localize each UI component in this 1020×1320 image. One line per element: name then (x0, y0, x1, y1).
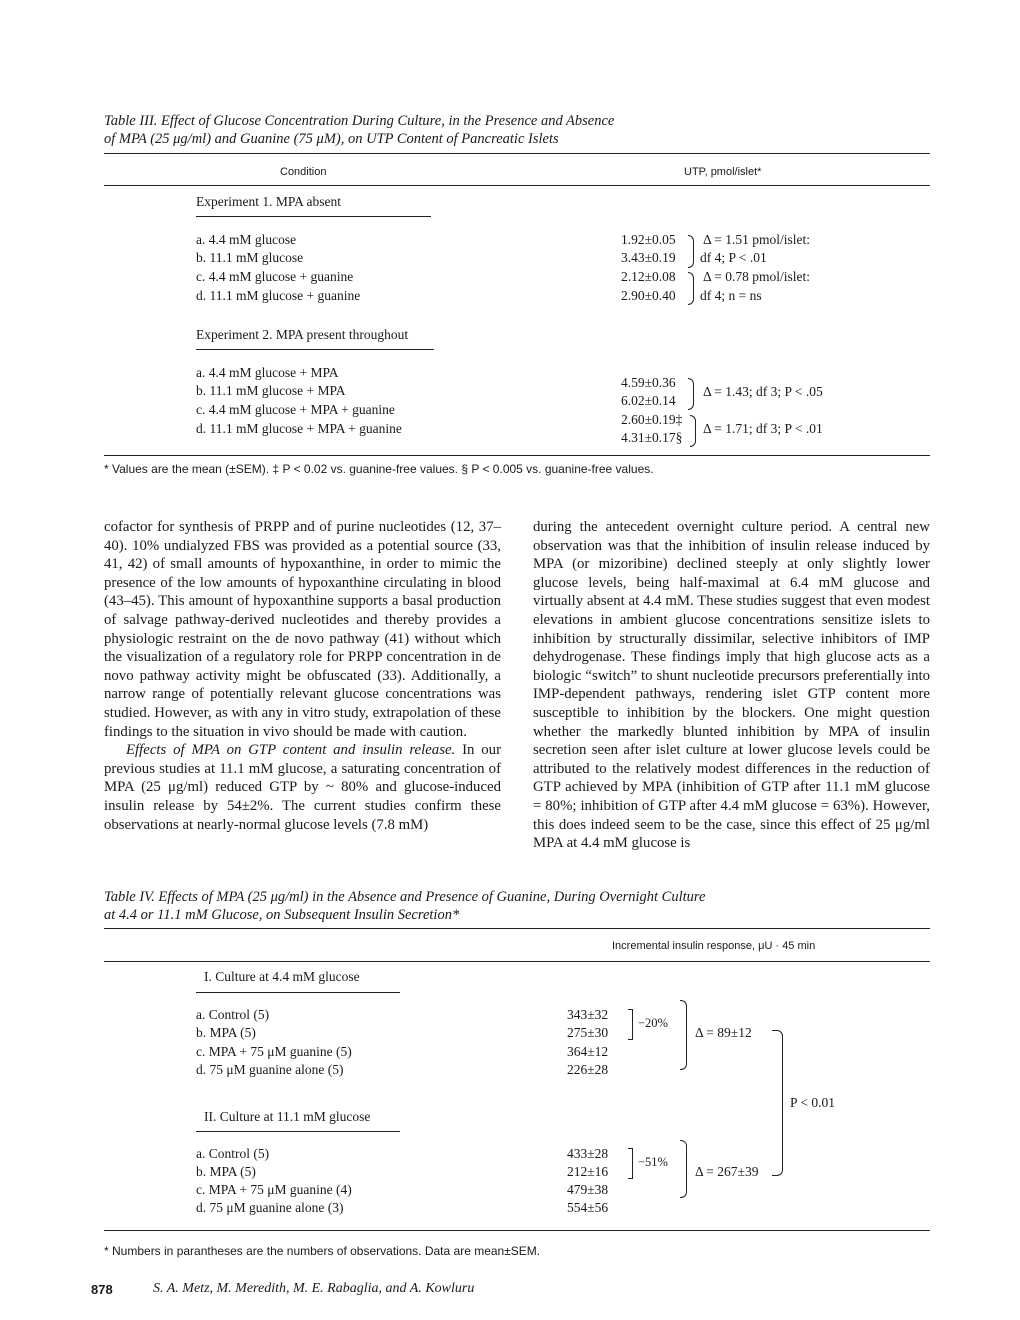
table4-sec2-value-a: 433±28 (567, 1146, 609, 1161)
table4-sec1-row-a: a. Control (5) (196, 1007, 270, 1022)
table3-exp2-stat2: Δ = 1.71; df 3; P < .01 (703, 421, 823, 436)
body-right-column (533, 518, 930, 853)
table3-exp2-value-a: 4.59±0.36 (621, 375, 676, 390)
table4-sec2-value-b: 212±16 (567, 1164, 609, 1179)
table4-sec1-pct: −20% (638, 1016, 668, 1030)
authors-footer: S. A. Metz, M. Meredith, M. E. Rabaglia, and A. Kowluru (153, 1281, 475, 1296)
table3-footnote: * Values are the mean (±SEM). ‡ P < 0.02 vs. guanine-free values. § P < 0.005 vs. guanine-free values. (104, 462, 654, 476)
table4-sec1-rule (196, 992, 400, 993)
table4-sec1-heading: I. Culture at 4.4 mM glucose (204, 969, 360, 984)
table3-exp1-stat1-b: df 4; P < .01 (700, 250, 767, 265)
table4-sec2-heading: II. Culture at 11.1 mM glucose (204, 1109, 371, 1124)
table4-sec2-pair-bracket (628, 1148, 633, 1179)
table3-exp2-value-c: 2.60±0.19‡ (621, 412, 683, 427)
table4-header-rule (104, 961, 930, 962)
table4-sec2-value-c: 479±38 (567, 1182, 609, 1197)
table4-sec2-row-a: a. Control (5) (196, 1146, 270, 1161)
table3-exp1-stat2-a: Δ = 0.78 pmol/islet: (703, 269, 811, 284)
table3-exp1-value-a: 1.92±0.05 (621, 232, 676, 247)
table4-overall-bracket (772, 1030, 783, 1176)
table4-caption (104, 888, 705, 924)
table4-sec1-value-d: 226±28 (567, 1062, 609, 1077)
table4-bottom-rule (104, 1230, 930, 1231)
table4-sec2-row-d: d. 75 μM guanine alone (3) (196, 1200, 344, 1215)
table3-caption (104, 112, 614, 148)
body-right-paragraph: during the antecedent overnight culture period. A central new observation was that the inhibition of insulin release induced by MPA (or mizoribine) declined steeply at only slightly lower glucose levels, being half-maximal at 6.4 mM glucose and virtually absent at 4.4 mM. These studies suggest that even modest elevations in ambient glucose concentrations sensitize islets to inhibition by structurally dissimilar, selective inhibitors of IMP dehydrogenase. These findings imply that high glucose acts as a biologic “switch” to shunt nucleotide precursors preferentially into IMP-dependent pathways, rendering islet GTP content more susceptible to inhibition by the blockers. One might question whether the markedly blunted inhibition by MPA of insulin secretion seen after islet culture at lower glucose levels could be attributed to the relatively modest differences in the reduction of GTP achieved by MPA (inhibition of GTP after 11.1 mM glucose = 80%; inhibition of GTP after 4.4 mM glucose = 63%). However, this does indeed seem to be the case, since this effect of 25 μg/ml MPA at 4.4 mM glucose is (533, 519, 930, 852)
table3-exp2-stat1: Δ = 1.43; df 3; P < .05 (703, 384, 823, 399)
table3-exp1-row-a: a. 4.4 mM glucose (196, 232, 297, 247)
table3-exp1-value-b: 3.43±0.19 (621, 250, 676, 265)
table3-exp2-rule (196, 349, 434, 350)
table4-sec2-group-bracket (680, 1140, 687, 1198)
table3-exp1-stat1-a: Δ = 1.51 pmol/islet: (703, 232, 811, 247)
table3-bottom-rule (104, 455, 930, 456)
table4-sec1-value-c: 364±12 (567, 1044, 609, 1059)
table3-exp2-value-b: 6.02±0.14 (621, 393, 676, 408)
table3-exp2-heading: Experiment 2. MPA present throughout (196, 327, 409, 342)
table4-sec1-pair-bracket (628, 1009, 633, 1040)
body-left-paragraph-2 (104, 741, 501, 834)
table4-sec2-delta: Δ = 267±39 (695, 1164, 759, 1179)
table4-sec2-pct: −51% (638, 1155, 668, 1169)
table3-exp1-value-d: 2.90±0.40 (621, 288, 676, 303)
table4-sec1-row-b: b. MPA (5) (196, 1025, 256, 1040)
table4-sec2-row-b: b. MPA (5) (196, 1164, 256, 1179)
table4-footnote: * Numbers in parantheses are the numbers of observations. Data are mean±SEM. (104, 1244, 541, 1258)
table4-caption-line1: Table IV. Effects of MPA (25 μg/ml) in the Absence and Presence of Guanine, During Overnight Culture (104, 889, 706, 905)
table3-header-rule (104, 185, 930, 186)
table3-exp2-row-a: a. 4.4 mM glucose + MPA (196, 365, 339, 380)
table4-sec2-rule (196, 1131, 400, 1132)
table4-sec1-group-bracket (680, 1000, 687, 1070)
table4-caption-line2: at 4.4 or 11.1 mM Glucose, on Subsequent Insulin Secretion* (104, 907, 460, 923)
table3-col-utp: UTP, pmol/islet* (684, 166, 762, 178)
table3-caption-line2: of MPA (25 μg/ml) and Guanine (75 μM), on UTP Content of Pancreatic Islets (104, 131, 559, 147)
section-heading-effects-mpa: Effects of MPA on GTP content and insulin release. (126, 742, 456, 759)
table4-pvalue: P < 0.01 (790, 1095, 835, 1110)
table4-top-rule (104, 928, 930, 929)
body-left-paragraph-1: cofactor for synthesis of PRPP and of purine nucleotides (12, 37–40). 10% undialyzed FBS was provided as a potential source (33, 41, 42) of small amounts of hypoxanthine, in order to mimic the presence of the low amounts of hypoxanthine circulating in blood (43–45). This amount of hypoxanthine supports a basal production of salvage pathway-derived nucleotides and thereby provides a physiologic restraint on the de novo pathway (41) without which the visualization of a regulatory role for PRPP concentration in de novo pathway activity might be obfuscated (33). Additionally, a narrow range of potentially relevant glucose concentrations was studied. However, as with any in vitro study, extrapolation of these findings to the situation in vivo should be made with caution. (104, 519, 501, 740)
table3-exp2-bracket-2 (690, 415, 696, 447)
table4-sec1-delta: Δ = 89±12 (695, 1025, 752, 1040)
body-left-column (104, 518, 501, 834)
table3-exp1-row-b: b. 11.1 mM glucose (196, 250, 304, 265)
table3-exp2-row-b: b. 11.1 mM glucose + MPA (196, 383, 346, 398)
body-left-paragraph-2-text: In our previous studies at 11.1 mM glucose, a saturating concentration of MPA (25 μg/ml) reduced GTP by ~ 80% and glucose-induced insulin release by 54±2%. The current studies confirm these observations at nearly-normal glucose levels (7.8 mM) (104, 742, 501, 833)
table3-exp2-row-c: c. 4.4 mM glucose + MPA + guanine (196, 402, 395, 417)
table3-col-condition: Condition (280, 166, 327, 178)
table3-exp1-row-c: c. 4.4 mM glucose + guanine (196, 269, 354, 284)
page-number: 878 (91, 1282, 113, 1297)
table3-caption-line1: Table III. Effect of Glucose Concentration During Culture, in the Presence and Absence (104, 113, 615, 129)
table3-exp1-row-d: d. 11.1 mM glucose + guanine (196, 288, 361, 303)
table4-sec1-row-d: d. 75 μM guanine alone (5) (196, 1062, 344, 1077)
table3-exp1-bracket-1 (688, 235, 694, 268)
table4-sec1-value-a: 343±32 (567, 1007, 609, 1022)
table3-exp2-value-d: 4.31±0.17§ (621, 430, 683, 445)
table4-sec2-value-d: 554±56 (567, 1200, 609, 1215)
table3-exp2-row-d: d. 11.1 mM glucose + MPA + guanine (196, 421, 402, 436)
table3-exp1-bracket-2 (688, 272, 694, 305)
table4-col-response: Incremental insulin response, μU · 45 min (612, 940, 816, 952)
table3-exp2-bracket-1 (688, 378, 694, 410)
table4-sec1-value-b: 275±30 (567, 1025, 609, 1040)
table3-top-rule (104, 153, 930, 154)
table3-exp1-heading: Experiment 1. MPA absent (196, 194, 341, 209)
table3-exp1-rule (196, 216, 431, 217)
table4-sec2-row-c: c. MPA + 75 μM guanine (4) (196, 1182, 352, 1197)
table3-exp1-value-c: 2.12±0.08 (621, 269, 676, 284)
table3-exp1-stat2-b: df 4; n = ns (700, 288, 762, 303)
table4-sec1-row-c: c. MPA + 75 μM guanine (5) (196, 1044, 352, 1059)
